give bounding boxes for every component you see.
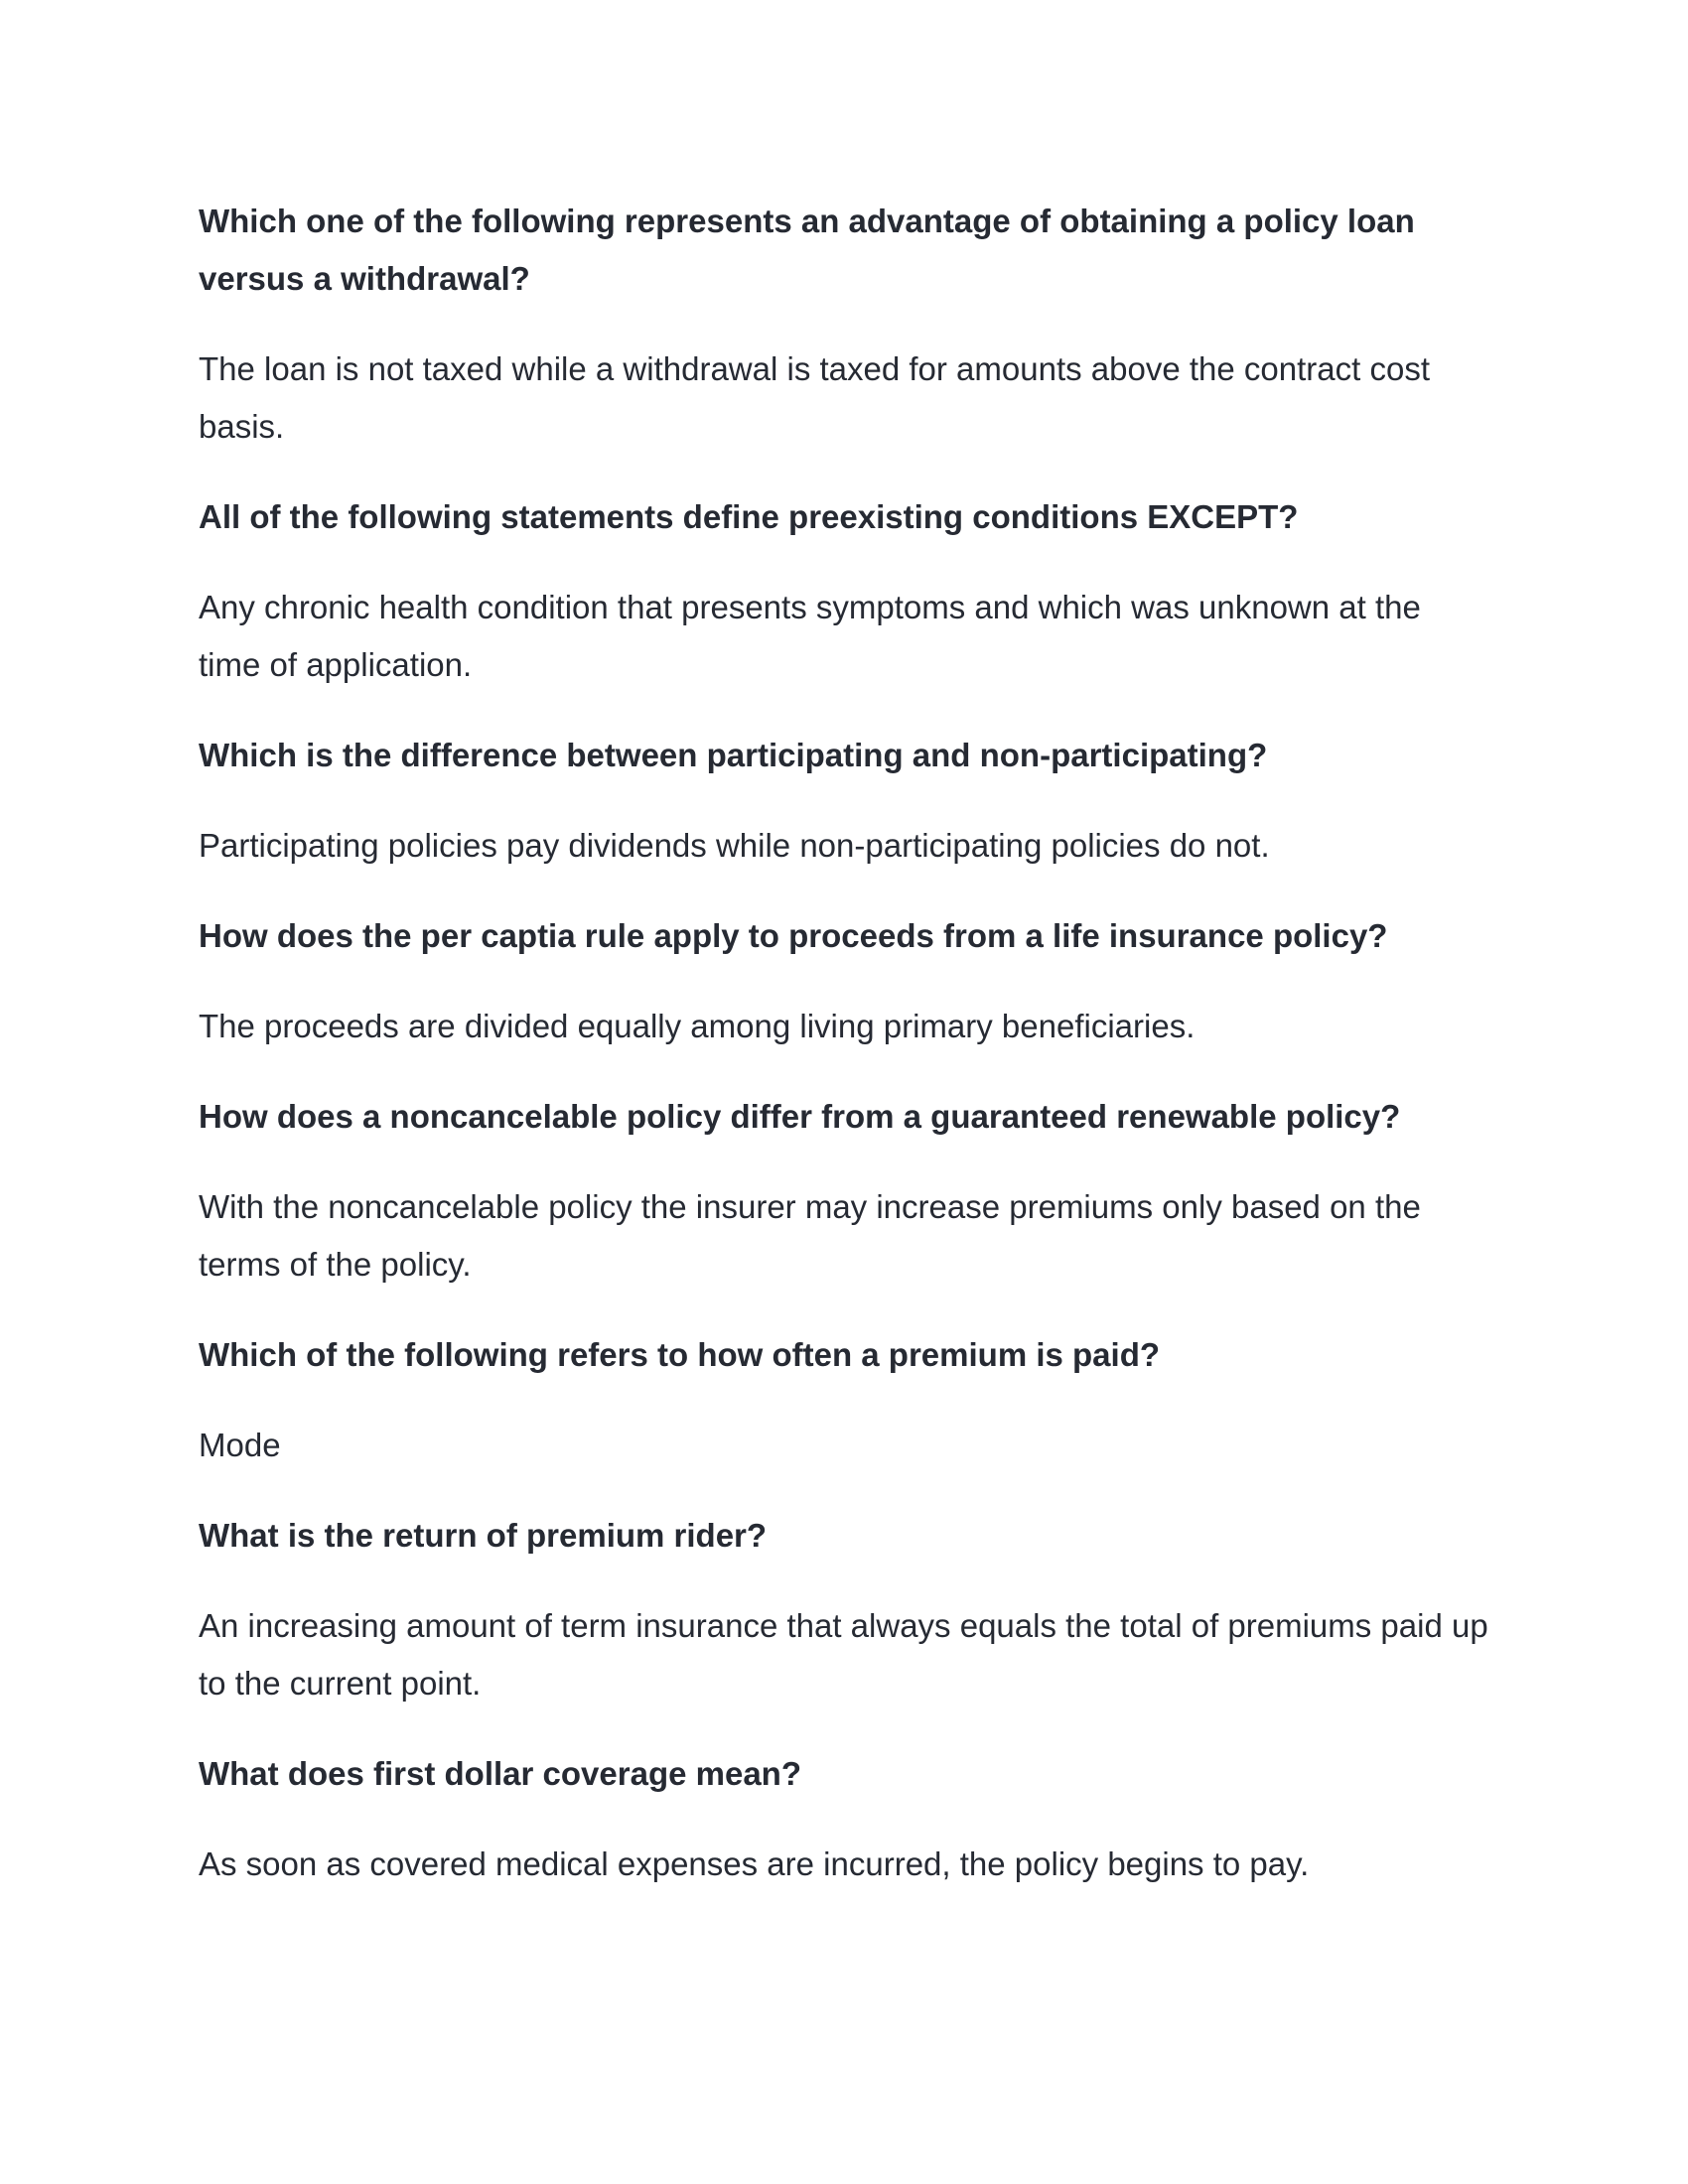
qa-item [199,1745,1489,1893]
answer-text: Mode [199,1427,281,1463]
question-text: How does the per captia rule apply to proceeds from a life insurance policy? [199,917,1388,954]
qa-item [199,193,1489,456]
document-page [199,193,1489,1926]
qa-item [199,488,1489,694]
question-text: Which one of the following represents an advantage of obtaining a policy loan versus a withdrawal? [199,203,1415,297]
answer-text: The proceeds are divided equally among living primary beneficiaries. [199,1008,1196,1044]
answer-text: The loan is not taxed while a withdrawal is taxed for amounts above the contract cost basis. [199,350,1430,445]
answer-text: Participating policies pay dividends while non-participating policies do not. [199,827,1270,864]
answer-text: An increasing amount of term insurance that always equals the total of premiums paid up to the current point. [199,1607,1488,1702]
qa-item [199,1507,1489,1712]
qa-item [199,1326,1489,1474]
question-text: Which of the following refers to how often a premium is paid? [199,1336,1161,1373]
qa-item [199,907,1489,1055]
question-text: What does first dollar coverage mean? [199,1755,801,1792]
qa-item [199,1088,1489,1294]
answer-text: As soon as covered medical expenses are incurred, the policy begins to pay. [199,1845,1310,1882]
question-text: What is the return of premium rider? [199,1517,768,1554]
question-text: Which is the difference between participating and non-participating? [199,737,1268,773]
qa-item [199,727,1489,875]
answer-text: With the noncancelable policy the insurer may increase premiums only based on the terms of the policy. [199,1188,1421,1283]
question-text: All of the following statements define preexisting conditions EXCEPT? [199,498,1299,535]
question-text: How does a noncancelable policy differ from a guaranteed renewable policy? [199,1098,1401,1135]
answer-text: Any chronic health condition that presents symptoms and which was unknown at the time of application. [199,589,1421,683]
